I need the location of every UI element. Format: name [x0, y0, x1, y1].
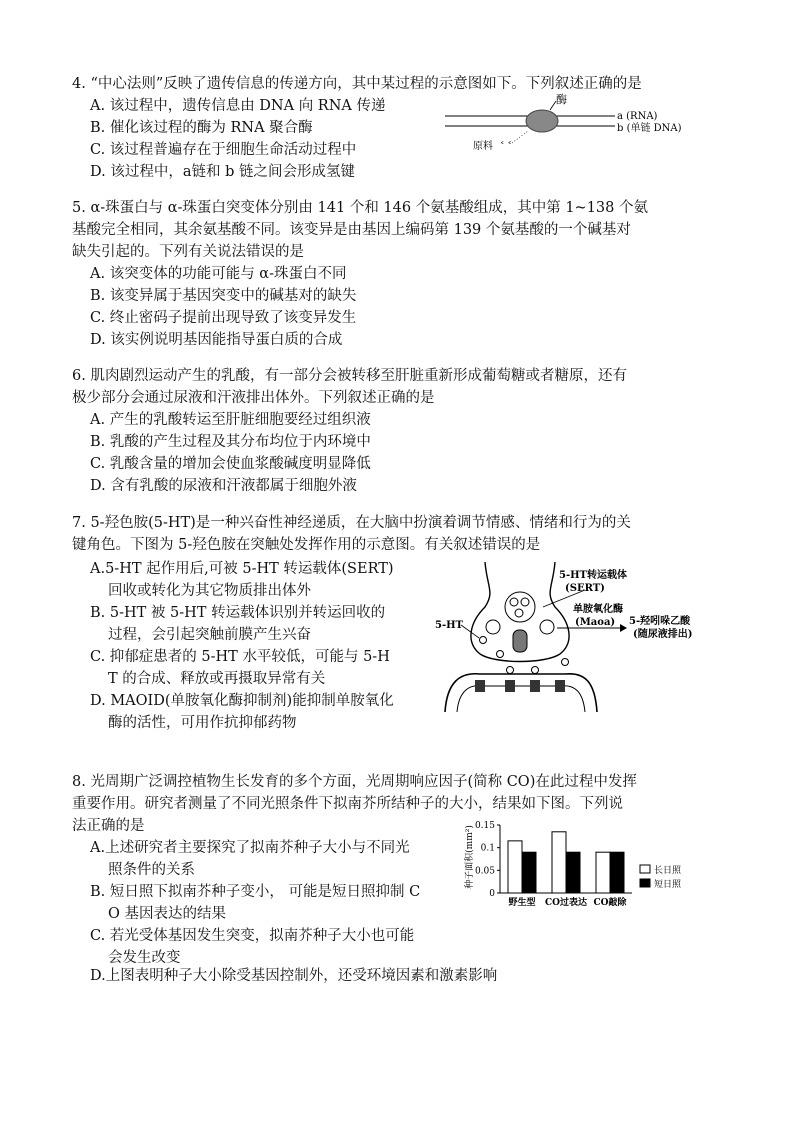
receptor — [505, 680, 515, 692]
transcription-diagram — [440, 93, 720, 158]
option-a: A. 该过程中，遗传信息由 DNA 向 RNA 传递 — [90, 98, 386, 114]
option-a: A.上述研究者主要探究了拟南芥种子大小与不同光 — [90, 840, 410, 856]
option-b: B. 短日照下拟南芥种子变小， 可能是短日照抑制 C — [90, 884, 421, 900]
option-b: B. 5-HT 被 5-HT 转运载体识别并转运回收的 — [90, 605, 386, 621]
question-stem-line: 8. 光周期广泛调控植物生长发育的多个方面，光周期响应因子(简称 CO)在此过程中发挥 — [72, 774, 637, 790]
material-arrow — [512, 131, 528, 143]
sert-label: 5-HT转运载体 — [559, 570, 627, 581]
bar-long-day — [552, 832, 566, 893]
vesicle — [486, 620, 500, 634]
option-d: D. 含有乳酸的尿液和汗液都属于细胞外液 — [90, 478, 357, 494]
option-d-cont: 酶的活性，可用作抗抑郁药物 — [108, 715, 297, 731]
seed-area-chart — [462, 815, 702, 915]
question-stem-line: 键角色。下图为 5-羟色胺在突触处发挥作用的示意图。有关叙述错误的是 — [72, 537, 541, 553]
option-b: B. 乳酸的产生过程及其分布均位于内环境中 — [90, 434, 371, 450]
question-stem-line: 缺失引起的。下列有关说法错误的是 — [72, 244, 304, 260]
question-stem-line: 法正确的是 — [72, 818, 145, 834]
option-d: D. 该过程中，a链和 b 链之间会形成氢键 — [90, 164, 355, 180]
question-stem: 4. “中心法则”反映了遗传信息的传递方向，其中某过程的示意图如下。下列叙述正确的是 — [72, 76, 642, 92]
receptor — [555, 680, 565, 692]
product-label: 5-羟吲哚乙酸 — [629, 616, 691, 627]
question-8-options — [72, 837, 472, 969]
x-tick-label: CO过表达 — [544, 898, 588, 908]
5ht-molecule — [532, 667, 539, 674]
vesicle — [510, 598, 518, 606]
postsynaptic-membrane — [445, 674, 597, 712]
y-tick-label: 0 — [489, 889, 495, 899]
enzyme-shape — [526, 110, 558, 132]
legend-swatch — [640, 865, 650, 873]
question-7-options — [72, 558, 432, 734]
maoa-label: 单胺氧化酶 — [573, 604, 623, 615]
5ht-molecule — [497, 651, 504, 658]
legend-swatch — [640, 879, 650, 887]
option-c: C. 若光受体基因发生突变，拟南芥种子大小也可能 — [90, 928, 415, 944]
question-stem-line: 5. α-珠蛋白与 α-珠蛋白突变体分别由 141 个和 146 个氨基酸组成，其中第 1~138 个氨 — [72, 200, 648, 216]
y-tick-label: 0.05 — [474, 866, 495, 877]
option-b: B. 催化该过程的酶为 RNA 聚合酶 — [90, 120, 313, 136]
option-c-cont: T 的合成、释放或再摄取异常有关 — [108, 671, 326, 687]
5ht-molecule — [562, 659, 569, 666]
5ht-pointer — [461, 625, 479, 638]
5ht-molecule — [507, 667, 514, 674]
material-label: 原料 — [473, 141, 493, 152]
strand-b-label: b (单链 DNA) — [617, 123, 682, 134]
option-b-cont: 过程，会引起突触前膜产生兴奋 — [108, 627, 311, 643]
question-stem-line: 7. 5-羟色胺(5-HT)是一种兴奋性神经递质，在大脑中扮演着调节情感、情绪和行为的关 — [72, 515, 631, 531]
option-b: B. 该变异属于基因突变中的碱基对的缺失 — [90, 288, 357, 304]
option-c: C. 抑郁症患者的 5-HT 水平较低，可能与 5-H — [90, 649, 390, 665]
question-stem-line: 极少部分会通过尿液和汗液排出体外。下列叙述正确的是 — [72, 390, 435, 406]
vesicle-cluster — [505, 592, 535, 622]
bar-short-day — [566, 852, 580, 893]
y-axis-label: 种子面积(mm²) — [465, 825, 475, 889]
option-c-cont: 会发生改变 — [108, 950, 181, 966]
option-a-cont: 照条件的关系 — [108, 862, 195, 878]
sert-label-2: (SERT) — [565, 583, 605, 594]
question-7 — [72, 512, 722, 556]
receptor — [475, 680, 485, 692]
receptor — [530, 680, 540, 692]
x-tick-label: 野生型 — [508, 898, 536, 908]
vesicle — [515, 609, 523, 617]
option-d: D. MAOID(单胺氧化酶抑制剂)能抑制单胺氧化 — [90, 693, 394, 709]
product-label-2: (随尿液排出) — [633, 629, 693, 640]
strand-a-label: a (RNA) — [617, 111, 658, 122]
option-c: C. 终止密码子提前出现导致了该变异发生 — [90, 310, 357, 326]
material-dots: ˂ ˂ — [500, 142, 512, 152]
bar-long-day — [596, 852, 610, 893]
question-stem-line: 基酸完全相同，其余氨基酸不同。该变异是由基因上编码第 139 个氨基酸的一个碱基对 — [72, 222, 631, 238]
option-b-cont: O 基因表达的结果 — [108, 906, 226, 922]
bar-short-day — [610, 852, 624, 893]
vesicle — [521, 598, 529, 606]
option-d: D.上图表明种子大小除受基因控制外，还受环境因素和激素影响 — [90, 968, 498, 984]
bar-short-day — [522, 852, 536, 893]
option-c: C. 乳酸含量的增加会使血浆酸碱度明显降低 — [90, 456, 371, 472]
option-a: A. 产生的乳酸转运至肝脏细胞要经过组织液 — [90, 412, 371, 428]
option-a: A.5-HT 起作用后,可被 5-HT 转运载体(SERT) — [90, 561, 394, 577]
option-c: C. 该过程普遍存在于细胞生命活动过程中 — [90, 142, 357, 158]
legend-label: 长日照 — [654, 866, 682, 876]
y-tick-label: 0.15 — [474, 821, 495, 831]
question-6 — [72, 365, 722, 497]
y-tick-label: 0.1 — [480, 843, 495, 854]
enzyme-label: 酶 — [556, 93, 567, 106]
option-d: D. 该实例说明基因能指导蛋白质的合成 — [90, 332, 343, 348]
5ht-molecule — [480, 637, 487, 644]
vesicle — [540, 620, 554, 634]
maoa-label-2: (Maoa) — [575, 617, 616, 628]
arrow-head-icon — [620, 624, 627, 632]
option-a: A. 该突变体的功能可能与 α-珠蛋白不同 — [90, 266, 347, 282]
sert-transporter — [513, 630, 527, 652]
question-stem-line: 6. 肌肉剧烈运动产生的乳酸，有一部分会被转移至肝脏重新形成葡萄糖或者糖原，还有 — [72, 368, 627, 384]
5ht-label: 5-HT — [435, 620, 463, 631]
legend-label: 短日照 — [654, 880, 682, 890]
question-5 — [72, 197, 722, 351]
synapse-diagram — [435, 562, 725, 720]
bar-long-day — [508, 841, 522, 893]
question-8-option-d — [72, 965, 722, 987]
option-a-cont: 回收或转化为其它物质排出体外 — [108, 583, 311, 599]
x-tick-label: CO敲除 — [593, 898, 627, 908]
question-stem-line: 重要作用。研究者测量了不同光照条件下拟南芥所结种子的大小，结果如下图。下列说 — [72, 796, 623, 812]
